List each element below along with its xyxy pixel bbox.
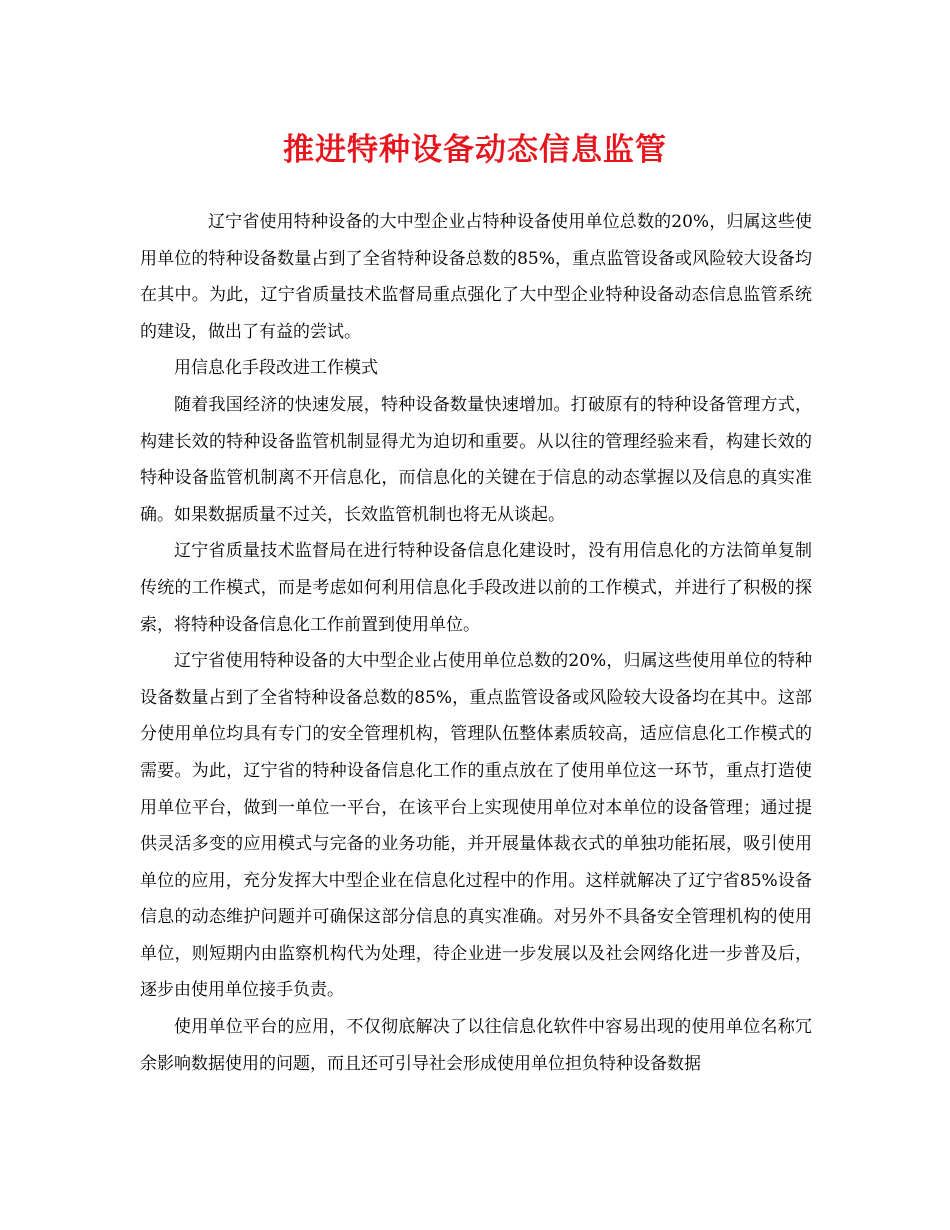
paragraph-background: 随着我国经济的快速发展，特种设备数量快速增加。打破原有的特种设备管理方式，构建长效的特种设备监管机制显得尤为迫切和重要。从以往的管理经验来看，构建长效的特种设备监管机制离不开信息化，而信息化的关键在于信息的动态掌握以及信息的真实准确。如果数据质量不过关，长效监管机制也将无从谈起。 xyxy=(140,394,812,525)
section-heading: 用信息化手段改进工作模式 xyxy=(174,358,378,379)
paragraph-intro: 辽宁省使用特种设备的大中型企业占特种设备使用单位总数的20%，归属这些使用单位的特种设备数量占到了全省特种设备总数的85%，重点监管设备或风险较大设备均在其中。为此，辽宁省质量技术监督局重点强化了大中型企业特种设备动态信息监管系统的建设，做出了有益的尝试。 xyxy=(140,212,812,342)
paragraph-strategy: 辽宁省使用特种设备的大中型企业占使用单位总数的20%，归属这些使用单位的特种设备数量占到了全省特种设备总数的85%，重点监管设备或风险较大设备均在其中。这部分使用单位均具有专门的安全管理机构，管理队伍整体素质较高，适应信息化工作模式的需要。为此，辽宁省的特种设备信息化工作的重点放在了使用单位这一环节，重点打造使用单位平台，做到一单位一平台，在该平台上实现使用单位对本单位的设备管理；通过提供灵活多变的应用模式与完备的业务功能，并开展量体裁衣式的单独功能拓展，吸引使用单位的应用，充分发挥大中型企业在信息化过程中的作用。这样就解决了辽宁省85%设备信息的动态维护问题并可确保这部分信息的真实准确。对另外不具备安全管理机构的使用单位，则短期内由监察机构代为处理，待企业进一步发展以及社会网络化进一步普及后，逐步由使用单位接手负责。 xyxy=(140,651,812,1001)
paragraph-platform: 使用单位平台的应用，不仅彻底解决了以往信息化软件中容易出现的使用单位名称冗余影响数据使用的问题，而且还可引导社会形成使用单位担负特种设备数据 xyxy=(140,1017,812,1074)
paragraph-approach: 辽宁省质量技术监督局在进行特种设备信息化建设时，没有用信息化的方法简单复制传统的工作模式，而是考虑如何利用信息化手段改进以前的工作模式，并进行了积极的探索，将特种设备信息化工作前置到使用单位。 xyxy=(140,541,812,635)
document-body xyxy=(140,204,812,1082)
document-title: 推进特种设备动态信息监管 xyxy=(283,132,667,168)
